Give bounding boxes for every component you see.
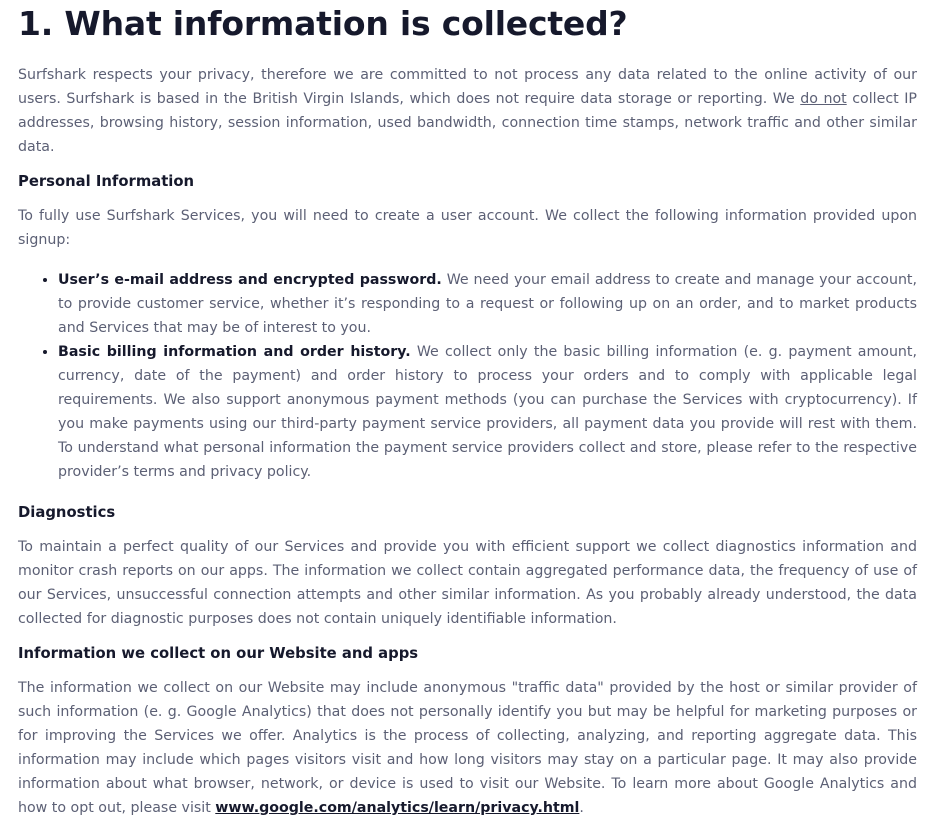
intro-text-end: collect IP addresses, browsing history, session information, used bandwidth, connection time stamps, network traffic and other similar data. <box>18 91 917 155</box>
personal-information-paragraph: To fully use Surfshark Services, you will need to create a user account. We collect the following information provided upon signup: <box>18 208 917 248</box>
personal-information-heading: Personal Information <box>18 173 195 190</box>
list-item-text: We collect only the basic billing information (e. g. payment amount, currency, date of the payment) and order history to process your orders and to comply with applicable legal requirements. We also support anonymous payment methods (you can purchase the Services with cryptocurrency). If you make payments using our third-party payment service providers, all payment data you provide will rest with them. To understand what personal information the payment service providers collect and store, please refer to the respective provider’s terms and privacy policy. <box>58 344 918 480</box>
diagnostics-heading: Diagnostics <box>18 504 116 521</box>
collected-info-list <box>18 268 917 484</box>
list-item-text: We need your email address to create and manage your account, to provide customer service, whether it’s responding to a request or following up on an order, and to market products and Services that may be of interest to you. <box>58 272 918 336</box>
intro-text-start: Surfshark respects your privacy, therefore we are committed to not process any data related to the online activity of our users. Surfshark is based in the British Virgin Islands, which does not require data storage or reporting. We <box>18 67 917 107</box>
intro-paragraph <box>18 63 917 159</box>
do-not-emphasis: do not <box>800 91 847 107</box>
list-item-billing <box>58 340 917 484</box>
website-text-trailing: . <box>579 800 584 816</box>
section-title: 1. What information is collected? <box>18 4 628 43</box>
list-item-email-password <box>58 268 917 340</box>
website-paragraph <box>18 676 917 820</box>
website-text: The information we collect on our Website may include anonymous "traffic data" provided by the host or similar provider of such information (e. g. Google Analytics) that does not personally identify you but may be helpful for marketing purposes or for improving the Services we offer. Analytics is the process of collecting, analyzing, and reporting aggregate data. This information may include which pages visitors visit and how long visitors may stay on a particular page. It may also provide information about what browser, network, or device is used to visit our Website. To learn more about Google Analytics and how to opt out, please visit <box>18 680 917 816</box>
list-item-title: Basic billing information and order history. <box>58 344 411 360</box>
diagnostics-paragraph: To maintain a perfect quality of our Services and provide you with efficient support we collect diagnostics information and monitor crash reports on our apps. The information we collect contain aggregated performance data, the frequency of use of our Services, unsuccessful connection attempts and other similar information. As you probably already understood, the data collected for diagnostic purposes does not contain uniquely identifiable information. <box>18 539 917 627</box>
list-item-title: User’s e-mail address and encrypted password. <box>58 272 442 288</box>
website-apps-heading: Information we collect on our Website and apps <box>18 645 419 662</box>
google-analytics-privacy-link[interactable]: www.google.com/analytics/learn/privacy.html <box>215 800 580 816</box>
